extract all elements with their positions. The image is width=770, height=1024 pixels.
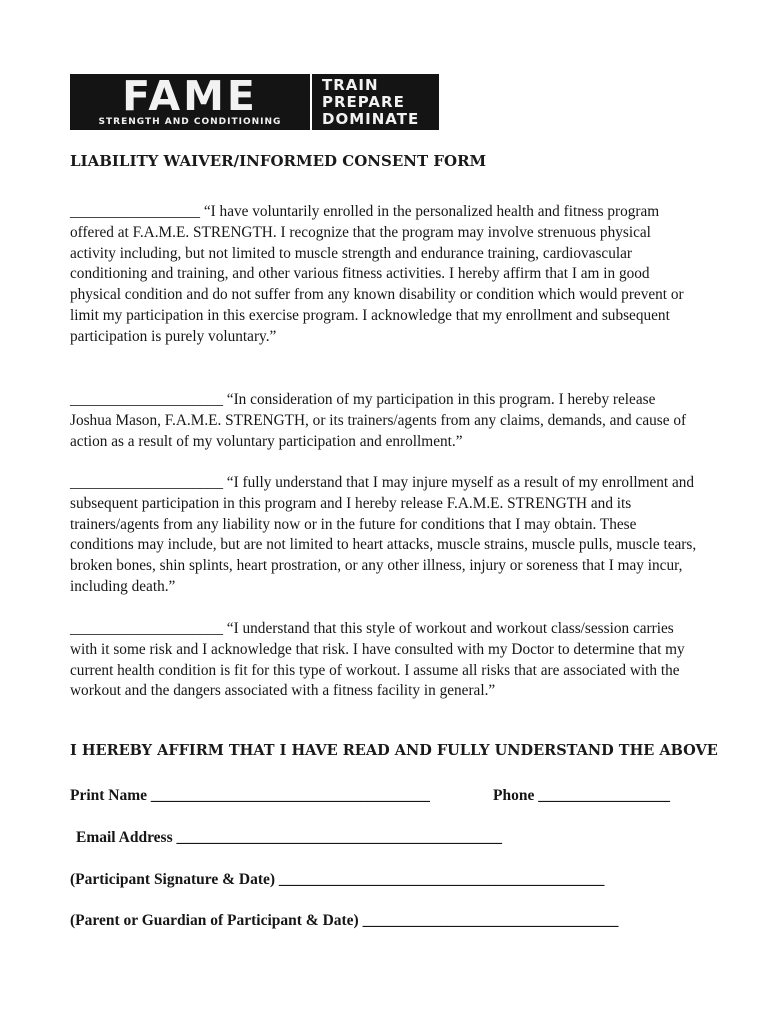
logo-word: FAME [122, 72, 258, 120]
print-name-field[interactable]: Print Name ____________________________________ [70, 787, 430, 804]
fame-logo [70, 74, 439, 130]
tagline-prepare: PREPARE [322, 93, 405, 111]
form-title: LIABILITY WAIVER/INFORMED CONSENT FORM [70, 152, 487, 170]
logo-tagline [312, 74, 439, 130]
phone-field[interactable]: Phone _________________ [493, 787, 670, 804]
tagline-dominate: DOMINATE [322, 110, 420, 128]
consent-paragraph-enrollment: _________________ “I have voluntarily enrolled in the personalized health and fitness program offered at F.A.M.E. STRENGTH. I recognize that the program may involve strenuous physical activity including, but not limited to muscle strength and endurance training, cardiovascular conditioning and training, and other various fitness activities. I hereby affirm that I am in good physical condition and do not suffer from any known disability or condition which would prevent or limit my participation in this exercise program. I acknowledge that my enrollment and subsequent participation is purely voluntary.” [70, 203, 684, 345]
consent-paragraph-risk: ____________________ “I understand that this style of workout and workout class/session carries with it some risk and I acknowledge that risk. I have consulted with my Doctor to determine that my current health condition is fit for this type of workout. I assume all risks that are associated with the workout and the dangers associated with a fitness facility in general.” [70, 620, 685, 700]
affirmation-statement: I HEREBY AFFIRM THAT I HAVE READ AND FULLY UNDERSTAND THE ABOVE [70, 742, 718, 759]
logo-subtitle: STRENGTH AND CONDITIONING [98, 117, 282, 127]
consent-paragraph-injury: ____________________ “I fully understand that I may injure myself as a result of my enrollment and subsequent participation in this program and I hereby release F.A.M.E. STRENGTH and its trainers/agents from any liability now or in the future for conditions that I may obtain. These conditions may include, but are not limited to heart attacks, muscle strains, muscle pulls, muscle tears, broken bones, shin splints, heart prostration, or any other illness, injury or soreness that I may incur, including death.” [70, 474, 697, 595]
tagline-train: TRAIN [322, 76, 379, 94]
logo-wordmark [70, 74, 312, 130]
email-field[interactable]: Email Address __________________________________________ [76, 829, 502, 846]
participant-signature-field[interactable]: (Participant Signature & Date) __________________________________________ [70, 871, 605, 888]
parent-guardian-signature-field[interactable]: (Parent or Guardian of Participant & Date) _________________________________ [70, 912, 619, 929]
consent-paragraph-release: ____________________ “In consideration of my participation in this program. I hereby release Joshua Mason, F.A.M.E. STRENGTH, or its trainers/agents from any claims, demands, and cause of action as a result of my voluntary participation and enrollment.” [70, 391, 687, 450]
